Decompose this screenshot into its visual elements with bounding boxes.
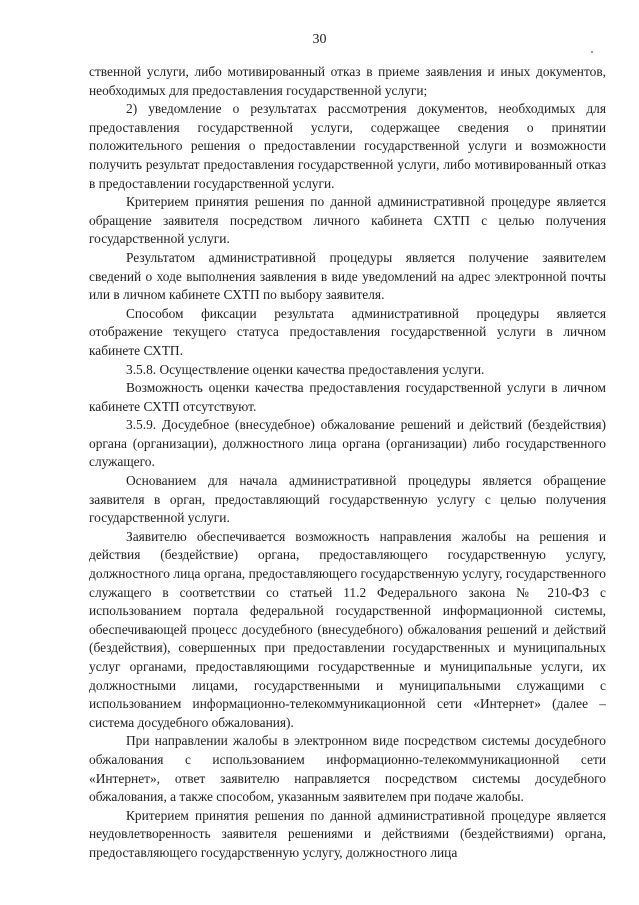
paragraph: Способом фиксации результата административной процедуры является отображение текущего статуса предоставления государственной услуги в личном кабинете СХТП. xyxy=(89,305,606,358)
paragraph: При направлении жалобы в электронном виде посредством системы досудебного обжалования с использованием информационно-телекоммуникационной сети «Интернет», ответ заявителю направляется посредством системы досудебного обжалования, а также способом, указанным заявителем при подаче жалобы. xyxy=(89,733,606,805)
paragraph: Результатом административной процедуры является получение заявителем сведений о ходе выполнения заявления в виде уведомлений на адрес электронной почты или в личном кабинете СХТП по выбору заявителя. xyxy=(89,249,606,303)
paragraph: Возможность оценки качества предоставления государственной услуги в личном кабинете СХТП отсутствуют. xyxy=(89,380,606,414)
document-body xyxy=(89,63,606,863)
paragraph: Критерием принятия решения по данной административной процедуре является неудовлетворенность заявителя решениями и действиями (бездействиями) органа, предоставляющего государственную услугу, должностного лица xyxy=(89,807,606,860)
scan-speck xyxy=(591,51,593,53)
paragraph-continuation: ственной услуги, либо мотивированный отказ в приеме заявления и иных документов, необходимых для предоставления государственной услуги; xyxy=(89,64,606,98)
section-heading-3-5-9: 3.5.9. Досудебное (внесудебное) обжалование решений и действий (бездействия) органа (организации), должностного лица органа (организации) либо государственного служащего. xyxy=(89,417,606,470)
section-heading-3-5-8: 3.5.8. Осуществление оценки качества предоставления услуги. xyxy=(126,361,485,377)
paragraph: Основанием для начала административной процедуры является обращение заявителя в орган, предоставляющий государственную услугу с целью получения государственной услуги. xyxy=(89,473,606,526)
paragraph: Критерием принятия решения по данной административной процедуре является обращение заявителя посредством личного кабинета СХТП с целью получения государственной услуги. xyxy=(89,194,606,247)
paragraph: Заявителю обеспечивается возможность направления жалобы на решения и действия (бездействие) органа, предоставляющего государственную услугу, должностного лица органа, предоставляющего государственную услугу, государственного служащего в соответствии со статьей 11.2 Федерального закона № 210-ФЗ с использованием портала федеральной государственной информационной системы, обеспечивающей процесс досудебного (внесудебного) обжалования решений и действий (бездействия), совершенных при предоставлении государственных и муниципальных услуг органами, предоставляющими государственные и муниципальные услуги, их должностными лицами, государственными и муниципальными служащими с использованием информационно-телекоммуникационной сети «Интернет» (далее – система досудебного обжалования). xyxy=(89,528,606,730)
page-number: 30 xyxy=(312,32,327,47)
paragraph: 2) уведомление о результатах рассмотрения документов, необходимых для предоставления государственной услуги, содержащее сведения о принятии положительного решения о предоставлении государственной услуги и возможности получить результат предоставления государственной услуги, либо мотивированный отказ в предоставлении государственной услуги. xyxy=(89,101,606,191)
